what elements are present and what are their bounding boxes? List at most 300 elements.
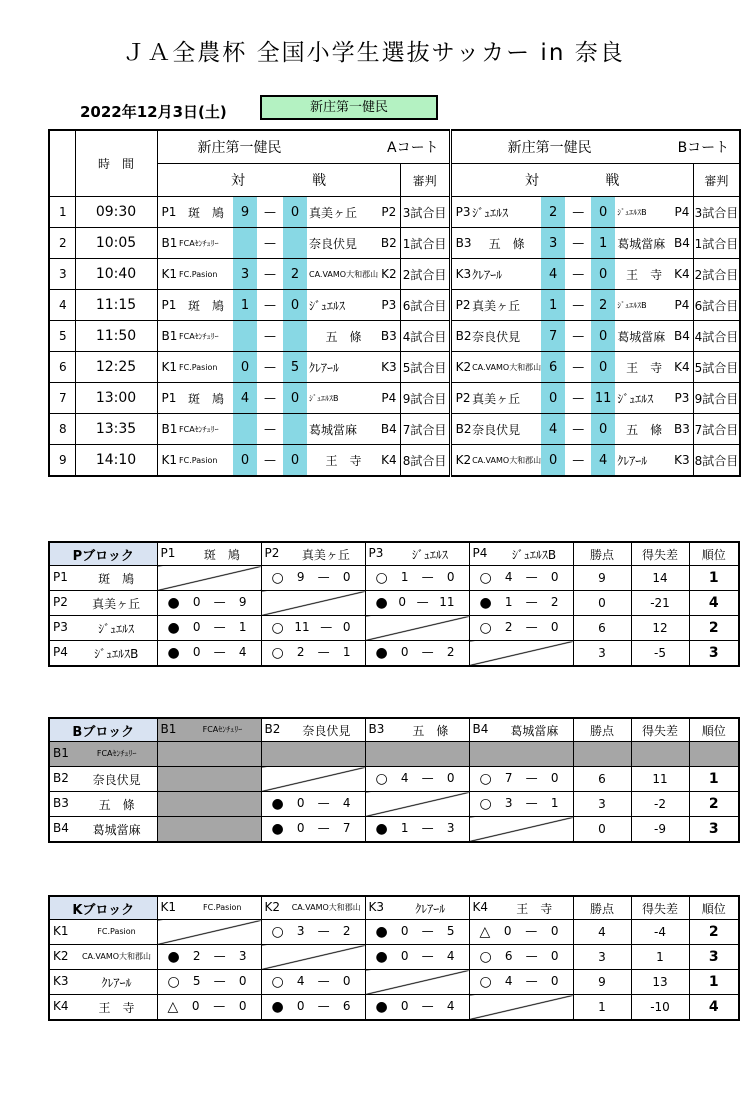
team-name: CA.VAMO大和郡山	[291, 903, 361, 912]
home-team: FCAｾﾝﾁｭﾘｰ	[179, 321, 233, 352]
schedule-corner	[49, 130, 75, 197]
score-dash: —	[317, 999, 330, 1013]
team-code: P2	[264, 545, 280, 560]
points-value: 1	[573, 995, 631, 1021]
result-symbol: ○	[271, 570, 284, 586]
score-for: 0	[400, 924, 409, 938]
score-against: 1	[550, 796, 559, 810]
result-symbol: ●	[375, 949, 388, 965]
score-dash: —	[213, 645, 226, 659]
score-against: 0	[342, 570, 351, 584]
score-dash: —	[525, 974, 538, 988]
result-symbol: ○	[271, 620, 284, 636]
date-label: 2022年12月3日(土)	[80, 103, 227, 121]
match-number: 6	[49, 352, 75, 383]
score-dash: —	[421, 771, 434, 785]
row-team	[49, 742, 157, 767]
result-symbol: ●	[375, 999, 388, 1015]
score-for: 6	[504, 949, 513, 963]
referee: 1試合目	[693, 228, 740, 259]
court-b-header	[450, 130, 740, 164]
self-match-cell	[469, 641, 573, 667]
self-match-cell	[469, 995, 573, 1021]
match-time: 11:15	[75, 290, 157, 321]
schedule-row	[49, 228, 740, 259]
column-team	[157, 718, 261, 742]
score-dash: —	[525, 570, 538, 584]
schedule-row	[49, 290, 740, 321]
result-cell	[365, 995, 469, 1021]
column-team	[261, 542, 365, 566]
home-score: 0	[541, 383, 565, 414]
home-team: 斑 鳩	[179, 290, 233, 321]
score-dash: —	[565, 321, 591, 352]
referee: 7試合目	[400, 414, 450, 445]
diff-value: 14	[631, 566, 689, 591]
self-match-cell	[157, 566, 261, 591]
score-against: 0	[550, 620, 559, 634]
score-dash: —	[525, 796, 538, 810]
block-name: Bブロック	[49, 718, 157, 742]
home-code: B1	[157, 321, 179, 352]
referee: 7試合目	[693, 414, 740, 445]
away-team: 五 條	[307, 321, 378, 352]
score-dash: —	[421, 570, 434, 584]
schedule-row	[49, 352, 740, 383]
self-match-cell	[469, 817, 573, 843]
match-header-1: 対	[524, 173, 539, 189]
block-row	[49, 792, 739, 817]
away-code: B3	[378, 321, 400, 352]
score-for: 0	[503, 924, 512, 938]
team-code: P1	[160, 545, 176, 560]
away-team: 葛城當麻	[615, 321, 671, 352]
diff-header: 得失差	[631, 718, 689, 742]
result-cell	[365, 817, 469, 843]
home-code: P3	[450, 197, 472, 228]
away-code: B4	[671, 321, 693, 352]
column-team	[469, 542, 573, 566]
block-name: Kブロック	[49, 896, 157, 920]
away-code: K3	[671, 445, 693, 477]
diff-header: 得失差	[631, 542, 689, 566]
team-name: 奈良伏見	[302, 723, 351, 738]
block-table-p	[48, 541, 740, 667]
score-against: 0	[550, 771, 559, 785]
score-against: 0	[238, 974, 247, 988]
score-for: 4	[296, 974, 305, 988]
score-dash: —	[317, 645, 330, 659]
team-code: K3	[53, 973, 69, 988]
away-team: ｼﾞｭｴﾙｽB	[307, 383, 378, 414]
home-team: 真美ヶ丘	[472, 383, 541, 414]
score-dash: —	[320, 620, 333, 634]
match-time: 10:40	[75, 259, 157, 290]
row-team	[49, 616, 157, 641]
score-for: 0	[296, 821, 305, 835]
rank-value: 3	[689, 641, 739, 667]
result-cell	[365, 591, 469, 616]
team-name: 斑 鳩	[98, 571, 135, 586]
row-team	[49, 767, 157, 792]
row-team	[49, 817, 157, 843]
score-dash: —	[525, 595, 538, 609]
score-against: 0	[342, 620, 351, 634]
home-team: FCAｾﾝﾁｭﾘｰ	[179, 414, 233, 445]
self-match-cell	[261, 945, 365, 970]
referee: 1試合目	[400, 228, 450, 259]
away-team: ｸﾚｱｰﾙ	[615, 445, 671, 477]
score-against: 4	[238, 645, 247, 659]
away-score: 0	[591, 352, 615, 383]
result-cell	[469, 945, 573, 970]
self-match-cell	[261, 591, 365, 616]
result-cell	[261, 970, 365, 995]
team-name: 王 寺	[516, 901, 553, 916]
home-score: 9	[233, 197, 257, 228]
score-for: 7	[504, 771, 513, 785]
home-code: K1	[157, 445, 179, 477]
block-name: Pブロック	[49, 542, 157, 566]
home-code: K2	[450, 445, 472, 477]
away-team: 奈良伏見	[307, 228, 378, 259]
empty-cell	[261, 742, 365, 767]
result-symbol: ○	[479, 570, 492, 586]
team-code: P3	[53, 619, 68, 634]
diff-value: 11	[631, 767, 689, 792]
result-symbol: ○	[375, 771, 388, 787]
team-name: 五 條	[98, 797, 135, 812]
away-team: ｸﾚｱｰﾙ	[307, 352, 378, 383]
row-team	[49, 970, 157, 995]
score-dash: —	[565, 290, 591, 321]
points-value: 9	[573, 970, 631, 995]
home-score: 7	[541, 321, 565, 352]
court-b-name: 新庄第一健民	[507, 140, 592, 156]
score-against: 0	[342, 974, 351, 988]
away-code: P3	[671, 383, 693, 414]
match-header-1: 対	[231, 173, 246, 189]
score-for: 1	[504, 595, 513, 609]
column-team	[469, 896, 573, 920]
away-team: 葛城當麻	[615, 228, 671, 259]
diff-value: 13	[631, 970, 689, 995]
score-dash: —	[525, 771, 538, 785]
result-cell	[469, 920, 573, 945]
team-code: B4	[472, 721, 489, 736]
away-code: B4	[378, 414, 400, 445]
match-number: 3	[49, 259, 75, 290]
result-cell	[261, 920, 365, 945]
result-cell	[157, 970, 261, 995]
away-code: B4	[671, 228, 693, 259]
score-dash: —	[317, 796, 330, 810]
score-for: 4	[400, 771, 409, 785]
schedule-row	[49, 321, 740, 352]
referee: 3試合目	[400, 197, 450, 228]
self-match-cell	[365, 970, 469, 995]
score-dash: —	[565, 445, 591, 477]
home-team: 斑 鳩	[179, 383, 233, 414]
result-symbol: ○	[479, 949, 492, 965]
away-score: 1	[591, 228, 615, 259]
result-cell	[365, 767, 469, 792]
referee: 9試合目	[693, 383, 740, 414]
score-dash: —	[317, 974, 330, 988]
match-time: 10:05	[75, 228, 157, 259]
team-code: B4	[53, 820, 69, 835]
score-against: 11	[439, 595, 455, 609]
home-code: P1	[157, 290, 179, 321]
home-team: 真美ヶ丘	[472, 290, 541, 321]
away-team: 五 條	[615, 414, 671, 445]
score-dash: —	[565, 352, 591, 383]
home-code: P2	[450, 383, 472, 414]
score-for: 0	[400, 645, 409, 659]
schedule-row	[49, 414, 740, 445]
schedule-row	[49, 383, 740, 414]
home-team: FC.Pasion	[179, 259, 233, 290]
column-team	[261, 896, 365, 920]
home-code: K3	[450, 259, 472, 290]
result-cell	[365, 566, 469, 591]
block-header-row	[49, 896, 739, 920]
diff-value: -5	[631, 641, 689, 667]
score-for: 4	[504, 974, 513, 988]
score-for: 0	[296, 999, 305, 1013]
score-for: 3	[296, 924, 305, 938]
referee: 2試合目	[693, 259, 740, 290]
away-code: P4	[671, 197, 693, 228]
block-row	[49, 945, 739, 970]
team-code: P2	[53, 594, 68, 609]
points-value: 6	[573, 616, 631, 641]
diff-value: 12	[631, 616, 689, 641]
team-name: ｼﾞｭｴﾙｽ	[98, 621, 135, 636]
rank-value	[689, 742, 739, 767]
away-code: K4	[378, 445, 400, 477]
result-symbol: ○	[167, 974, 180, 990]
column-team	[157, 896, 261, 920]
score-dash: —	[565, 228, 591, 259]
result-symbol: △	[479, 924, 491, 940]
away-score: 0	[283, 197, 307, 228]
referee: 3試合目	[693, 197, 740, 228]
team-name: 葛城當麻	[510, 723, 559, 738]
team-name: 王 寺	[98, 1000, 135, 1015]
result-symbol: ●	[375, 924, 388, 940]
home-code: P2	[450, 290, 472, 321]
team-name: ｼﾞｭｴﾙｽB	[94, 646, 139, 661]
away-code: B3	[671, 414, 693, 445]
home-team: ｼﾞｭｴﾙｽ	[472, 197, 541, 228]
result-cell	[365, 920, 469, 945]
score-dash: —	[565, 414, 591, 445]
team-code: B3	[53, 795, 69, 810]
score-dash: —	[213, 595, 226, 609]
result-cell	[157, 591, 261, 616]
team-code: B1	[53, 746, 69, 760]
result-symbol: ●	[167, 949, 180, 965]
score-dash: —	[213, 620, 226, 634]
result-cell	[261, 616, 365, 641]
result-symbol: ●	[167, 645, 180, 661]
team-name: 真美ヶ丘	[301, 547, 350, 562]
result-symbol: ○	[479, 796, 492, 812]
venue-badge: 新庄第一健民	[260, 95, 438, 120]
rank-header: 順位	[689, 542, 739, 566]
home-score: 1	[233, 290, 257, 321]
score-dash: —	[421, 821, 434, 835]
home-score: 4	[541, 414, 565, 445]
team-code: P4	[53, 644, 68, 659]
team-name: 五 條	[412, 723, 449, 738]
row-team	[49, 641, 157, 667]
home-team: 奈良伏見	[472, 321, 541, 352]
score-for: 0	[192, 620, 201, 634]
result-cell	[469, 616, 573, 641]
away-team: 王 寺	[615, 352, 671, 383]
result-cell	[365, 945, 469, 970]
score-against: 7	[342, 821, 351, 835]
page-title: ＪＡ全農杯 全国小学生選抜サッカー in 奈良	[122, 40, 625, 66]
score-for: 1	[400, 570, 409, 584]
diff-header: 得失差	[631, 896, 689, 920]
schedule-row	[49, 259, 740, 290]
team-code: B1	[160, 722, 177, 736]
away-code: P2	[378, 197, 400, 228]
points-header: 勝点	[573, 542, 631, 566]
column-team	[365, 718, 469, 742]
away-score: 5	[283, 352, 307, 383]
result-symbol: ●	[167, 595, 180, 611]
score-dash: —	[257, 414, 283, 445]
home-team: 五 條	[472, 228, 541, 259]
score-against: 3	[446, 821, 455, 835]
court-a-label: Aコート	[387, 140, 439, 156]
block-header-row	[49, 542, 739, 566]
score-dash: —	[257, 321, 283, 352]
match-number: 4	[49, 290, 75, 321]
diff-value: -10	[631, 995, 689, 1021]
row-team	[49, 591, 157, 616]
score-for: 0	[400, 949, 409, 963]
score-against: 1	[342, 645, 351, 659]
home-code: P1	[157, 383, 179, 414]
home-score: 3	[541, 228, 565, 259]
home-code: P1	[157, 197, 179, 228]
diff-value: 1	[631, 945, 689, 970]
result-cell	[261, 641, 365, 667]
away-code: K2	[378, 259, 400, 290]
result-symbol: ○	[479, 771, 492, 787]
column-team	[365, 896, 469, 920]
referee-header: 審判	[400, 164, 450, 197]
team-code: K4	[472, 899, 489, 914]
result-cell	[157, 995, 261, 1021]
home-code: B2	[450, 321, 472, 352]
result-cell	[261, 566, 365, 591]
block-row	[49, 641, 739, 667]
result-cell	[261, 817, 365, 843]
away-code: P3	[378, 290, 400, 321]
result-symbol: ○	[479, 974, 492, 990]
block-row	[49, 970, 739, 995]
score-for: 3	[504, 796, 513, 810]
result-symbol: ●	[167, 620, 180, 636]
team-name: FCAｾﾝﾁｭﾘｰ	[202, 725, 243, 734]
score-dash: —	[317, 924, 330, 938]
result-symbol: ●	[271, 821, 284, 837]
block-row	[49, 995, 739, 1021]
result-symbol: ●	[271, 999, 284, 1015]
points-value: 0	[573, 591, 631, 616]
empty-cell	[365, 742, 469, 767]
points-value: 3	[573, 792, 631, 817]
team-code: K2	[264, 900, 281, 914]
away-team: ｼﾞｭｴﾙｽB	[615, 197, 671, 228]
score-dash: —	[213, 949, 226, 963]
column-team	[365, 542, 469, 566]
referee: 2試合目	[400, 259, 450, 290]
rank-value: 2	[689, 920, 739, 945]
rank-value: 4	[689, 591, 739, 616]
home-score: 4	[233, 383, 257, 414]
empty-cell	[157, 792, 261, 817]
match-number: 9	[49, 445, 75, 477]
empty-cell	[469, 742, 573, 767]
match-time: 13:35	[75, 414, 157, 445]
referee: 8試合目	[400, 445, 450, 477]
home-score: 6	[541, 352, 565, 383]
score-dash: —	[421, 999, 434, 1013]
score-for: 0	[192, 645, 201, 659]
block-header-row	[49, 718, 739, 742]
block-row	[49, 591, 739, 616]
court-a-header	[157, 130, 450, 164]
result-cell	[157, 641, 261, 667]
team-name: ｼﾞｭｴﾙｽB	[511, 547, 557, 562]
score-dash: —	[257, 383, 283, 414]
team-code: P3	[368, 545, 384, 560]
away-team: 葛城當麻	[307, 414, 378, 445]
diff-value: -2	[631, 792, 689, 817]
score-for: 2	[192, 949, 201, 963]
score-dash: —	[525, 924, 538, 938]
away-score: 2	[283, 259, 307, 290]
points-header: 勝点	[573, 718, 631, 742]
team-name: FC.Pasion	[203, 903, 242, 912]
referee: 4試合目	[693, 321, 740, 352]
home-score: 0	[233, 445, 257, 477]
match-time: 14:10	[75, 445, 157, 477]
home-code: B3	[450, 228, 472, 259]
block-row	[49, 566, 739, 591]
self-match-cell	[261, 767, 365, 792]
score-against: 0	[550, 924, 559, 938]
score-dash: —	[257, 197, 283, 228]
result-cell	[469, 792, 573, 817]
referee: 5試合目	[400, 352, 450, 383]
team-name: ｸﾚｱｰﾙ	[415, 901, 446, 916]
match-header-2: 戦	[605, 173, 620, 189]
score-for: 0	[400, 999, 409, 1013]
team-code: P4	[472, 545, 488, 560]
match-number: 8	[49, 414, 75, 445]
home-team: CA.VAMO大和郡山	[472, 445, 541, 477]
match-number: 5	[49, 321, 75, 352]
referee: 6試合目	[693, 290, 740, 321]
